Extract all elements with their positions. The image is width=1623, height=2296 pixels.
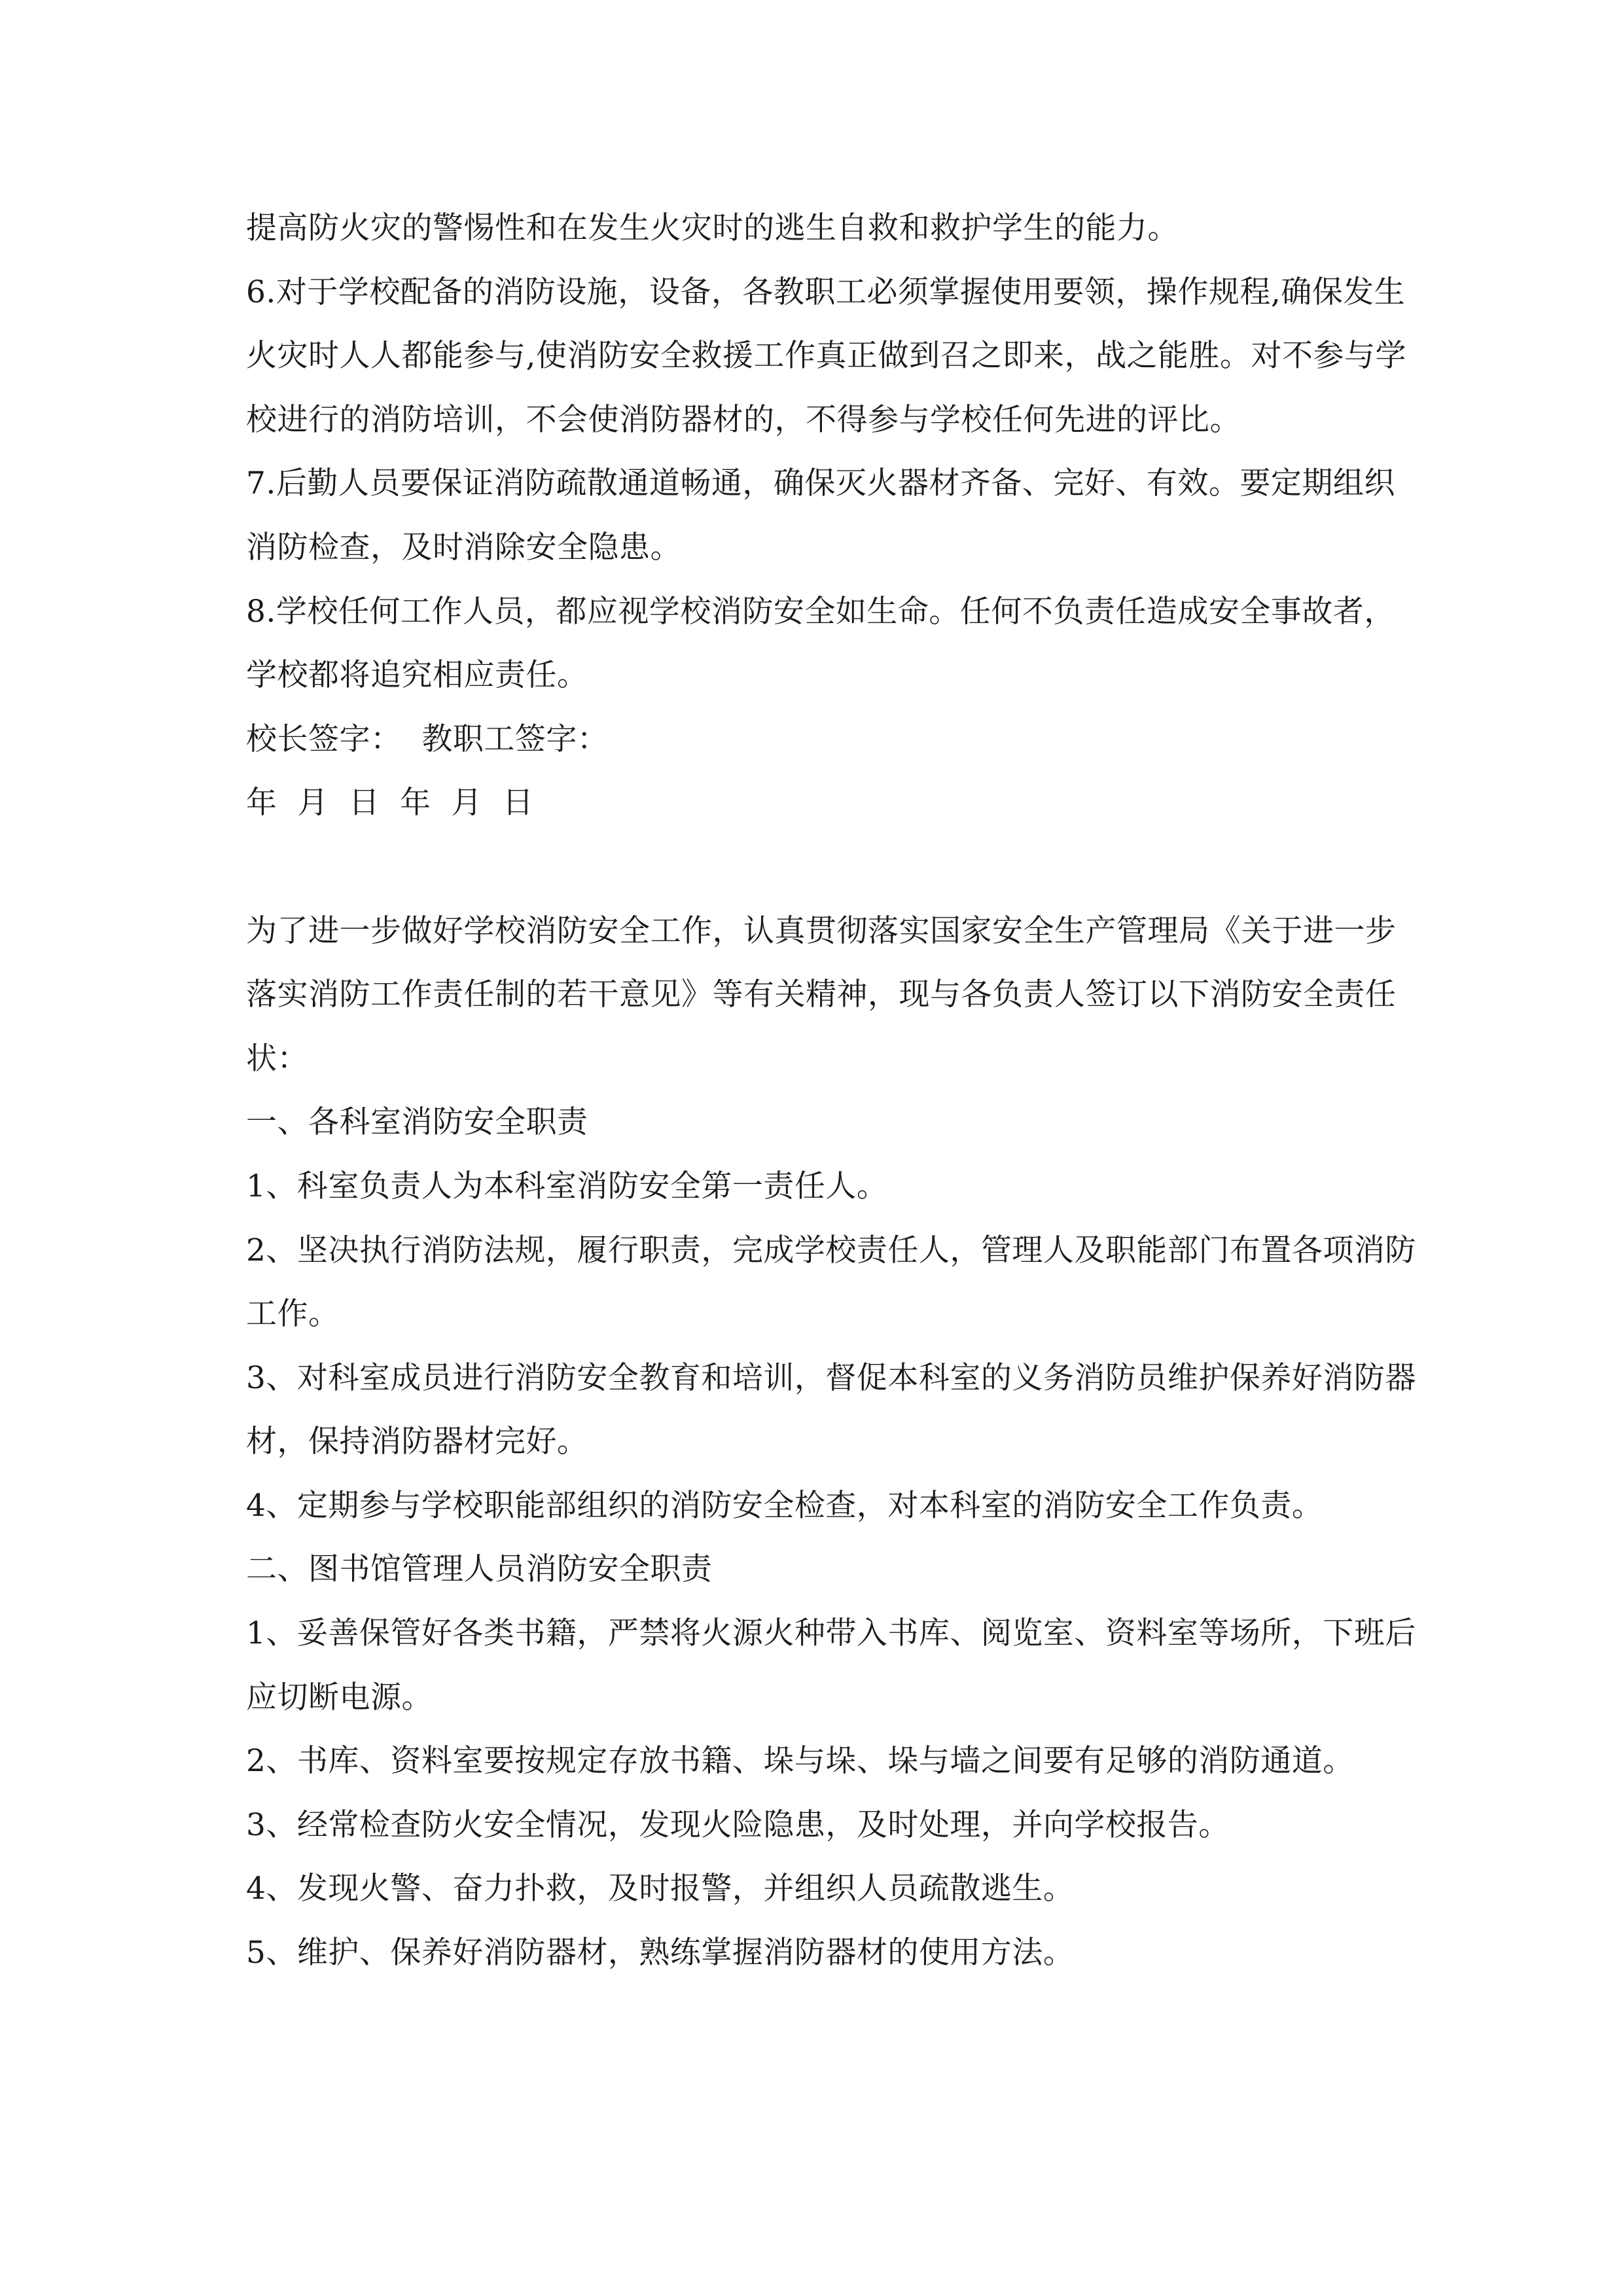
department-duty-4: 4、定期参与学校职能部组织的消防安全检查，对本科室的消防安全工作负责。 bbox=[246, 1487, 1323, 1524]
paragraph-item-6: 6.对于学校配备的消防设施，设备，各教职工必须掌握使用要领，操作规程,确保发生火灾时人人都能参与,使消防安全救援工作真正做到召之即来，战之能胜。对不参与学校进行的消防培训，不会使消防器材的，不得参与学校任何先进的评比。 bbox=[246, 274, 1406, 438]
section-spacer bbox=[246, 835, 1418, 899]
library-duty-4: 4、发现火警、奋力扑救，及时报警，并组织人员疏散逃生。 bbox=[246, 1871, 1075, 1907]
department-duty-2: 2、坚决执行消防法规，履行职责，完成学校责任人，管理人及职能部门布置各项消防工作。 bbox=[246, 1232, 1416, 1333]
department-duty-1: 1、科室负责人为本科室消防安全第一责任人。 bbox=[246, 1168, 888, 1204]
paragraph-item-7: 7.后勤人员要保证消防疏散通道畅通，确保灭火器材齐备、完好、有效。要定期组织消防检查，及时消除安全隐患。 bbox=[246, 465, 1395, 565]
library-duty-2: 2、书库、资料室要按规定存放书籍、垛与垛、垛与墙之间要有足够的消防通道。 bbox=[246, 1743, 1354, 1780]
library-duty-5: 5、维护、保养好消防器材，熟练掌握消防器材的使用方法。 bbox=[246, 1935, 1075, 1971]
section-heading-library: 二、图书馆管理人员消防安全职责 bbox=[246, 1551, 713, 1588]
document-body bbox=[246, 196, 1418, 1985]
intro-paragraph: 为了进一步做好学校消防安全工作，认真贯彻落实国家安全生产管理局《关于进一步落实消防工作责任制的若干意见》等有关精神，现与各负责人签订以下消防安全责任状： bbox=[246, 912, 1397, 1077]
paragraph-ability: 提高防火灾的警惕性和在发生火灾时的逃生自救和救护学生的能力。 bbox=[246, 210, 1179, 246]
library-duty-1: 1、妥善保管好各类书籍，严禁将火源火种带入书库、阅览室、资料室等场所，下班后应切断电源。 bbox=[246, 1615, 1416, 1715]
library-duty-3: 3、经常检查防火安全情况，发现火险隐患，及时处理，并向学校报告。 bbox=[246, 1806, 1230, 1843]
signature-line: 校长签字： 教职工签字： bbox=[246, 721, 609, 757]
department-duty-3: 3、对科室成员进行消防安全教育和培训，督促本科室的义务消防员维护保养好消防器材，保持消防器材完好。 bbox=[246, 1359, 1416, 1460]
date-line: 年 月 日 年 月 日 bbox=[246, 785, 534, 821]
paragraph-item-8: 8.学校任何工作人员，都应视学校消防安全如生命。任何不负责任造成安全事故者，学校都将追究相应责任。 bbox=[246, 593, 1395, 694]
section-heading-department: 一、各科室消防安全职责 bbox=[246, 1104, 588, 1141]
